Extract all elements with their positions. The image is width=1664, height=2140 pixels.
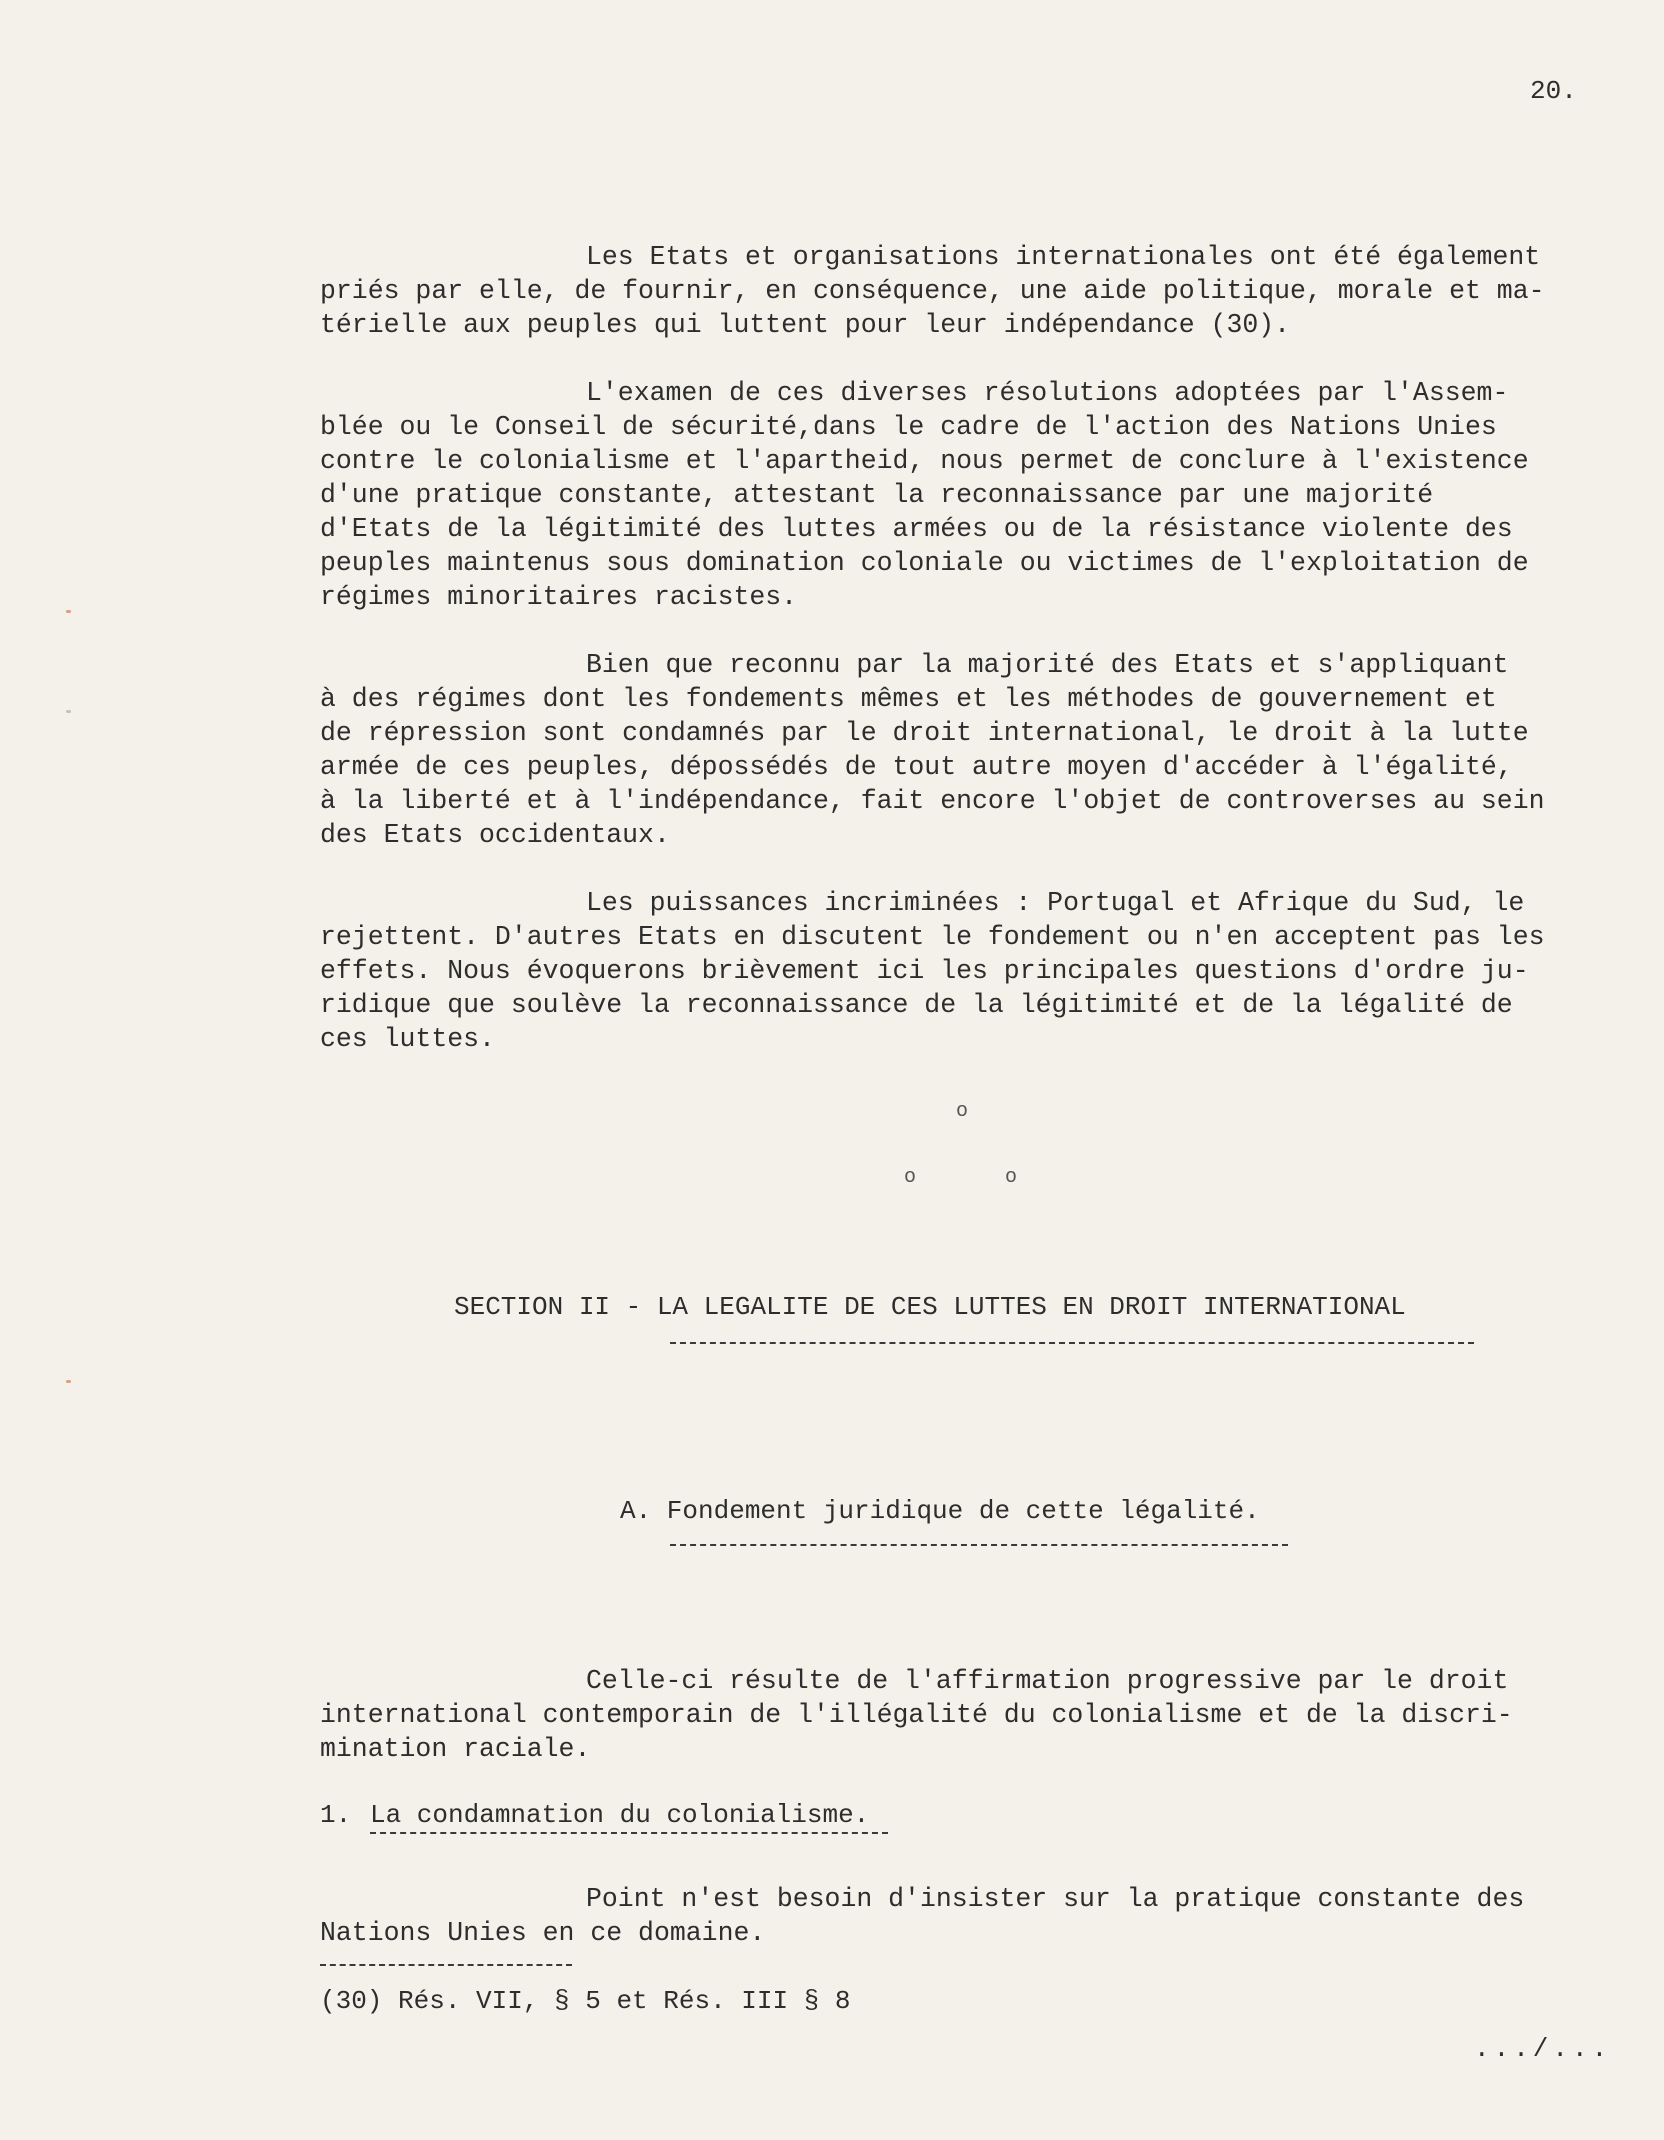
- ornament-left: o: [904, 1166, 917, 1189]
- item-1-underline: [370, 1832, 888, 1834]
- paragraph-6: [320, 1882, 1610, 1950]
- text-line: Bien que reconnu par la majorité des Etats et s'appliquant: [586, 650, 1509, 680]
- section-heading-underline: [670, 1342, 1474, 1344]
- text-line: Les Etats et organisations internationales ont été également: [586, 242, 1541, 272]
- text-line: des Etats occidentaux.: [320, 820, 670, 850]
- text-line: international contemporain de l'illégalité du colonialisme et de la discri-: [320, 1700, 1513, 1730]
- text-line: Celle-ci résulte de l'affirmation progressive par le droit: [586, 1666, 1509, 1696]
- text-line: d'une pratique constante, attestant la reconnaissance par une majorité: [320, 480, 1434, 510]
- ornament-right: o: [1005, 1166, 1018, 1189]
- margin-speck: [66, 1380, 71, 1383]
- continuation-mark: .../...: [1474, 2034, 1612, 2064]
- text-line: à la liberté et à l'indépendance, fait encore l'objet de controverses au sein: [320, 786, 1545, 816]
- paragraph-1: [320, 240, 1610, 342]
- paragraph-5: [320, 1664, 1610, 1766]
- ornament-top: o: [956, 1100, 969, 1123]
- text-line: Point n'est besoin d'insister sur la pratique constante des: [586, 1884, 1525, 1914]
- text-line: L'examen de ces diverses résolutions adoptées par l'Assem-: [586, 378, 1509, 408]
- footnote-separator: [320, 1964, 572, 1966]
- margin-speck: [66, 710, 71, 713]
- text-line: mination raciale.: [320, 1734, 591, 1764]
- subheading: A. Fondement juridique de cette légalité.: [620, 1496, 1260, 1526]
- text-line: effets. Nous évoquerons brièvement ici les principales questions d'ordre ju-: [320, 956, 1529, 986]
- item-1-title: La condamnation du colonialisme.: [370, 1800, 870, 1830]
- text-line: d'Etats de la légitimité des luttes armées ou de la résistance violente des: [320, 514, 1513, 544]
- footnote: (30) Rés. VII, § 5 et Rés. III § 8: [320, 1986, 851, 2016]
- text-line: régimes minoritaires racistes.: [320, 582, 798, 612]
- subheading-underline: [670, 1544, 1288, 1546]
- text-line: rejettent. D'autres Etats en discutent le fondement ou n'en acceptent pas les: [320, 922, 1545, 952]
- text-line: peuples maintenus sous domination coloniale ou victimes de l'exploitation de: [320, 548, 1529, 578]
- text-line: Nations Unies en ce domaine.: [320, 1918, 766, 1948]
- text-line: contre le colonialisme et l'apartheid, nous permet de conclure à l'existence: [320, 446, 1529, 476]
- text-line: Les puissances incriminées : Portugal et Afrique du Sud, le: [586, 888, 1525, 918]
- margin-speck: [66, 610, 71, 613]
- paragraph-2: [320, 376, 1610, 614]
- text-line: priés par elle, de fournir, en conséquence, une aide politique, morale et ma-: [320, 276, 1545, 306]
- paragraph-4: [320, 886, 1610, 1056]
- text-line: térielle aux peuples qui luttent pour leur indépendance (30).: [320, 310, 1291, 340]
- section-heading: SECTION II - LA LEGALITE DE CES LUTTES EN DROIT INTERNATIONAL: [454, 1292, 1406, 1322]
- text-line: ridique que soulève la reconnaissance de la légitimité et de la légalité de: [320, 990, 1513, 1020]
- text-line: blée ou le Conseil de sécurité,dans le cadre de l'action des Nations Unies: [320, 412, 1497, 442]
- text-line: armée de ces peuples, dépossédés de tout autre moyen d'accéder à l'égalité,: [320, 752, 1513, 782]
- item-1-number: 1.: [320, 1800, 352, 1830]
- text-line: de répression sont condamnés par le droit international, le droit à la lutte: [320, 718, 1529, 748]
- paragraph-3: [320, 648, 1610, 852]
- text-line: ces luttes.: [320, 1024, 495, 1054]
- text-line: à des régimes dont les fondements mêmes et les méthodes de gouvernement et: [320, 684, 1497, 714]
- page-number: 20.: [1530, 76, 1577, 106]
